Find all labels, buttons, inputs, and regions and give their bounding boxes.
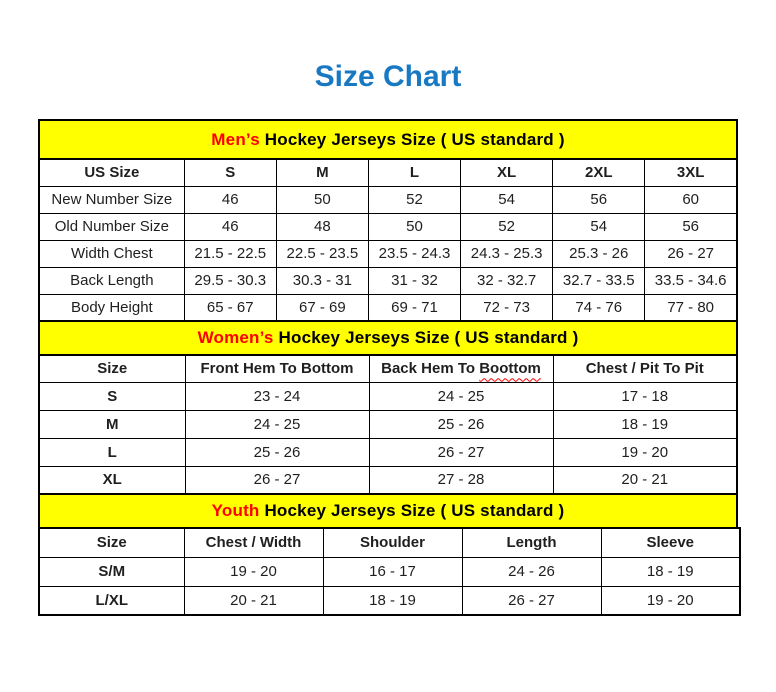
table-cell: 27 - 28 bbox=[369, 466, 553, 494]
row-label: New Number Size bbox=[39, 186, 184, 213]
table-header-row bbox=[39, 355, 737, 382]
row-label: Body Height bbox=[39, 294, 184, 321]
column-header: Chest / Width bbox=[184, 528, 323, 557]
table-cell: 32 - 32.7 bbox=[461, 267, 553, 294]
youth-size-table bbox=[38, 527, 741, 616]
womens-size-table bbox=[38, 354, 738, 495]
table-cell: 16 - 17 bbox=[323, 557, 462, 586]
table-cell: 20 - 21 bbox=[184, 586, 323, 615]
size-chart bbox=[38, 119, 738, 616]
table-cell: 33.5 - 34.6 bbox=[645, 267, 737, 294]
column-header: S bbox=[184, 159, 276, 186]
column-header: Front Hem To Bottom bbox=[185, 355, 369, 382]
womens-header-label: Hockey Jerseys Size ( US standard ) bbox=[273, 328, 579, 347]
column-header: Size bbox=[39, 528, 184, 557]
row-label: S/M bbox=[39, 557, 184, 586]
table-cell: 25.3 - 26 bbox=[553, 240, 645, 267]
row-label: L bbox=[39, 438, 185, 466]
table-cell: 24.3 - 25.3 bbox=[461, 240, 553, 267]
column-header: Length bbox=[462, 528, 601, 557]
youth-section-header bbox=[38, 495, 738, 527]
womens-section-header bbox=[38, 322, 738, 354]
table-cell: 19 - 20 bbox=[553, 438, 737, 466]
table-row bbox=[39, 557, 740, 586]
table-row bbox=[39, 240, 737, 267]
column-header: Chest / Pit To Pit bbox=[553, 355, 737, 382]
table-cell: 67 - 69 bbox=[276, 294, 368, 321]
table-cell: 77 - 80 bbox=[645, 294, 737, 321]
table-cell: 23.5 - 24.3 bbox=[368, 240, 460, 267]
row-label: Back Length bbox=[39, 267, 184, 294]
table-cell: 18 - 19 bbox=[553, 410, 737, 438]
column-header: Sleeve bbox=[601, 528, 740, 557]
table-cell: 46 bbox=[184, 186, 276, 213]
table-row bbox=[39, 466, 737, 494]
table-cell: 50 bbox=[276, 186, 368, 213]
row-label: XL bbox=[39, 466, 185, 494]
column-header: 3XL bbox=[645, 159, 737, 186]
table-cell: 19 - 20 bbox=[601, 586, 740, 615]
table-cell: 18 - 19 bbox=[323, 586, 462, 615]
table-header-row bbox=[39, 528, 740, 557]
table-row bbox=[39, 213, 737, 240]
table-cell: 54 bbox=[553, 213, 645, 240]
column-header bbox=[369, 355, 553, 382]
table-row bbox=[39, 294, 737, 321]
table-cell: 23 - 24 bbox=[185, 382, 369, 410]
table-cell: 19 - 20 bbox=[184, 557, 323, 586]
table-cell: 20 - 21 bbox=[553, 466, 737, 494]
table-cell: 25 - 26 bbox=[185, 438, 369, 466]
table-cell: 31 - 32 bbox=[368, 267, 460, 294]
table-cell: 30.3 - 31 bbox=[276, 267, 368, 294]
row-label: L/XL bbox=[39, 586, 184, 615]
row-label: S bbox=[39, 382, 185, 410]
table-cell: 46 bbox=[184, 213, 276, 240]
table-cell: 26 - 27 bbox=[645, 240, 737, 267]
table-cell: 26 - 27 bbox=[462, 586, 601, 615]
table-cell: 24 - 26 bbox=[462, 557, 601, 586]
table-row bbox=[39, 186, 737, 213]
table-cell: 32.7 - 33.5 bbox=[553, 267, 645, 294]
table-cell: 50 bbox=[368, 213, 460, 240]
table-cell: 26 - 27 bbox=[369, 438, 553, 466]
table-cell: 24 - 25 bbox=[369, 382, 553, 410]
table-row bbox=[39, 410, 737, 438]
table-row bbox=[39, 382, 737, 410]
misspelled-word: Boottom bbox=[479, 360, 541, 378]
table-cell: 65 - 67 bbox=[184, 294, 276, 321]
column-header: XL bbox=[461, 159, 553, 186]
table-cell: 48 bbox=[276, 213, 368, 240]
row-label: Width Chest bbox=[39, 240, 184, 267]
column-header: Size bbox=[39, 355, 185, 382]
table-cell: 52 bbox=[368, 186, 460, 213]
column-header: M bbox=[276, 159, 368, 186]
page-title: Size Chart bbox=[314, 60, 462, 93]
table-cell: 18 - 19 bbox=[601, 557, 740, 586]
table-cell: 52 bbox=[461, 213, 553, 240]
column-header: 2XL bbox=[553, 159, 645, 186]
mens-section-header bbox=[38, 119, 738, 158]
table-cell: 74 - 76 bbox=[553, 294, 645, 321]
table-cell: 21.5 - 22.5 bbox=[184, 240, 276, 267]
table-cell: 60 bbox=[645, 186, 737, 213]
table-cell: 29.5 - 30.3 bbox=[184, 267, 276, 294]
column-header-text: Back Hem To bbox=[381, 360, 480, 378]
column-header: US Size bbox=[39, 159, 184, 186]
table-cell: 54 bbox=[461, 186, 553, 213]
table-cell: 26 - 27 bbox=[185, 466, 369, 494]
youth-header-label: Hockey Jerseys Size ( US standard ) bbox=[259, 501, 565, 520]
column-header: Shoulder bbox=[323, 528, 462, 557]
table-cell: 22.5 - 23.5 bbox=[276, 240, 368, 267]
table-cell: 25 - 26 bbox=[369, 410, 553, 438]
mens-highlight-label: Men’s bbox=[211, 129, 260, 149]
table-cell: 56 bbox=[645, 213, 737, 240]
table-cell: 72 - 73 bbox=[461, 294, 553, 321]
column-header: L bbox=[368, 159, 460, 186]
table-row bbox=[39, 438, 737, 466]
table-cell: 24 - 25 bbox=[185, 410, 369, 438]
youth-highlight-label: Youth bbox=[211, 501, 260, 520]
womens-highlight-label: Women’s bbox=[197, 328, 274, 347]
mens-header-label: Hockey Jerseys Size ( US standard ) bbox=[259, 129, 565, 149]
table-row bbox=[39, 267, 737, 294]
mens-size-table bbox=[38, 158, 738, 322]
table-row bbox=[39, 586, 740, 615]
table-cell: 56 bbox=[553, 186, 645, 213]
table-cell: 69 - 71 bbox=[368, 294, 460, 321]
table-header-row bbox=[39, 159, 737, 186]
row-label: M bbox=[39, 410, 185, 438]
table-cell: 17 - 18 bbox=[553, 382, 737, 410]
row-label: Old Number Size bbox=[39, 213, 184, 240]
